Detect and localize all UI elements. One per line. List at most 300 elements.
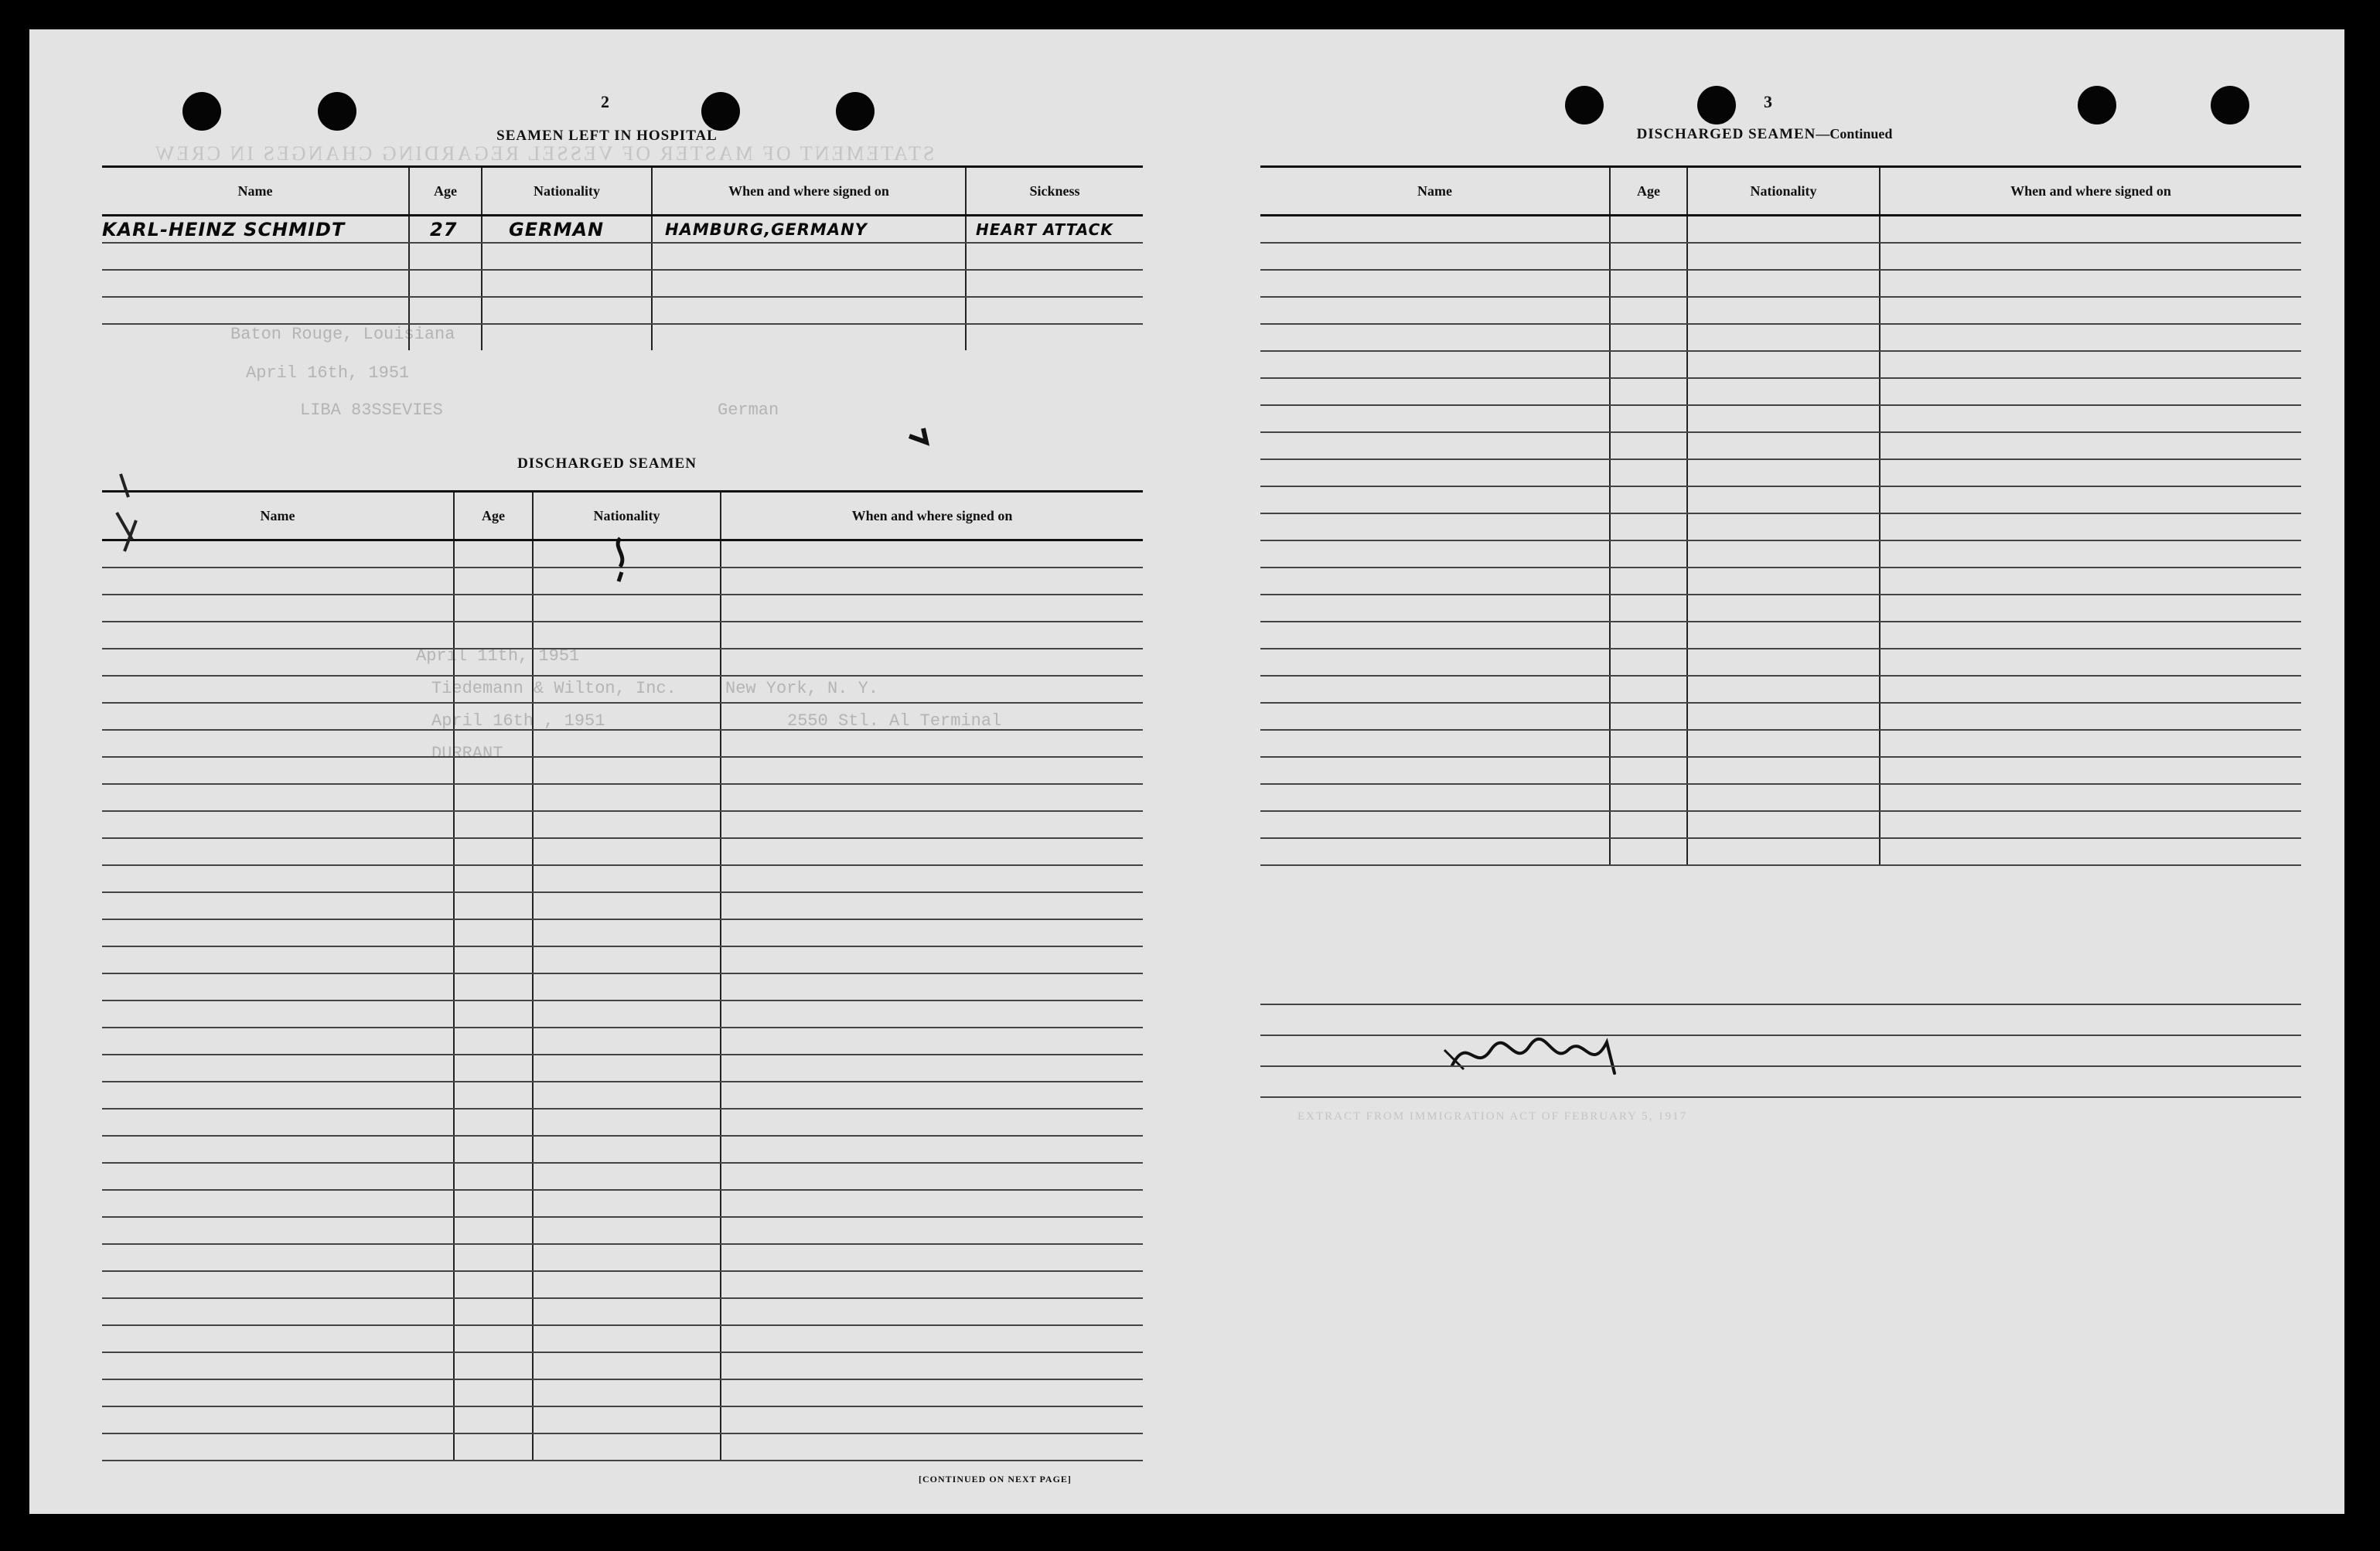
- table-row: [102, 649, 1143, 676]
- right-section-title-suffix: —Continued: [1816, 126, 1893, 141]
- hospital-table: [102, 165, 1143, 350]
- bleed-through-text: LIBA 83SSEVIES: [300, 401, 443, 420]
- table-cell: [1610, 432, 1687, 459]
- table-cell: [533, 784, 721, 811]
- table-cell: [1260, 784, 1610, 811]
- table-cell: [1880, 730, 2301, 757]
- table-cell: [1610, 378, 1687, 405]
- table-row: [1260, 703, 2301, 730]
- table-cell: [1260, 297, 1610, 324]
- table-cell: [454, 730, 533, 757]
- ruled-line: [1260, 1035, 2301, 1036]
- table-cell: [454, 973, 533, 1000]
- table-cell: [454, 1298, 533, 1325]
- table-cell: [1610, 757, 1687, 784]
- table-cell: [1687, 432, 1880, 459]
- table-row: [1260, 216, 2301, 244]
- table-row: [1260, 811, 2301, 838]
- table-cell: [102, 784, 454, 811]
- table-cell: [721, 568, 1143, 595]
- discharged-header-signed-on: When and where signed on: [721, 492, 1143, 540]
- table-row: [102, 243, 1143, 270]
- table-cell: [102, 1325, 454, 1352]
- table-cell: [721, 730, 1143, 757]
- table-cell: [1687, 811, 1880, 838]
- table-row: [102, 1217, 1143, 1244]
- table-row: [102, 838, 1143, 865]
- table-row: [102, 1271, 1143, 1298]
- table-cell: [454, 1379, 533, 1406]
- bleed-through-heading: EXTRACT FROM IMMIGRATION ACT OF FEBRUARY 5, 1917: [1297, 1110, 1688, 1123]
- table-cell: [1610, 595, 1687, 622]
- table-cell: [1880, 405, 2301, 432]
- table-cell: [533, 730, 721, 757]
- bleed-through-text: April 16th , 1951: [431, 711, 605, 731]
- table-cell: [721, 811, 1143, 838]
- continued-header-signed-on: When and where signed on: [1880, 167, 2301, 216]
- table-cell: [721, 1244, 1143, 1271]
- table-row: [1260, 838, 2301, 865]
- table-cell: [454, 1000, 533, 1028]
- table-cell: [454, 757, 533, 784]
- table-cell: [1880, 757, 2301, 784]
- table-cell: [721, 1109, 1143, 1136]
- table-cell: [533, 892, 721, 919]
- table-cell: [1260, 757, 1610, 784]
- table-row: [102, 324, 1143, 350]
- continued-header-nationality: Nationality: [1687, 167, 1880, 216]
- table-cell: [721, 1325, 1143, 1352]
- table-cell: [721, 676, 1143, 703]
- table-cell: [1260, 351, 1610, 378]
- table-row: [1260, 568, 2301, 595]
- table-cell: [1610, 676, 1687, 703]
- table-row: [102, 892, 1143, 919]
- table-cell: [1610, 297, 1687, 324]
- table-cell: [102, 811, 454, 838]
- table-cell: [1880, 595, 2301, 622]
- table-cell: [533, 946, 721, 973]
- table-cell: [102, 1433, 454, 1461]
- table-row: [102, 1379, 1143, 1406]
- table-row: [1260, 676, 2301, 703]
- table-row: [102, 1352, 1143, 1379]
- right-section-title: [1637, 126, 1893, 143]
- table-cell: [721, 1028, 1143, 1055]
- table-cell: [1880, 486, 2301, 513]
- table-row: [1260, 378, 2301, 405]
- table-cell: [102, 1271, 454, 1298]
- table-cell: [533, 811, 721, 838]
- table-cell: [533, 676, 721, 703]
- table-cell: [102, 649, 454, 676]
- table-cell: [454, 1109, 533, 1136]
- table-cell: [1260, 622, 1610, 649]
- table-cell: [1610, 486, 1687, 513]
- table-cell: [454, 1055, 533, 1082]
- table-cell: [454, 1136, 533, 1163]
- table-cell: [1610, 568, 1687, 595]
- table-cell: [454, 811, 533, 838]
- table-cell: [1687, 703, 1880, 730]
- bleed-through-text: New York, N. Y.: [725, 679, 879, 698]
- page-number-left: 2: [601, 92, 609, 111]
- table-cell: [102, 1298, 454, 1325]
- table-cell: [1687, 216, 1880, 244]
- signature-mark: [1421, 1027, 1653, 1089]
- table-cell: [1880, 459, 2301, 486]
- table-row: [102, 1082, 1143, 1109]
- table-row: [102, 919, 1143, 946]
- table-cell: [1610, 513, 1687, 540]
- table-cell: [102, 1055, 454, 1082]
- table-cell: [721, 1082, 1143, 1109]
- table-cell: [533, 649, 721, 676]
- punch-hole: [2211, 86, 2249, 124]
- table-row: [1260, 540, 2301, 568]
- table-row: [102, 297, 1143, 324]
- bleed-through-text: April 16th, 1951: [246, 363, 410, 383]
- hospital-signed-on-cell: HAMBURG,GERMANY: [652, 216, 966, 244]
- table-row: [102, 946, 1143, 973]
- table-cell: [454, 595, 533, 622]
- table-cell: [1610, 838, 1687, 865]
- discharged-section-title: DISCHARGED SEAMEN: [517, 455, 697, 472]
- table-cell: [1610, 243, 1687, 270]
- table-cell: [1687, 676, 1880, 703]
- table-cell: [102, 919, 454, 946]
- table-cell: [533, 1298, 721, 1325]
- table-cell: [1880, 270, 2301, 297]
- table-cell: [721, 703, 1143, 730]
- table-cell: [721, 1433, 1143, 1461]
- hospital-nationality-cell: GERMAN: [482, 216, 652, 244]
- table-row: [1260, 297, 2301, 324]
- table-row: [102, 1433, 1143, 1461]
- table-cell: [1687, 730, 1880, 757]
- table-cell: [454, 1163, 533, 1190]
- table-cell: [102, 1244, 454, 1271]
- table-cell: [1610, 811, 1687, 838]
- table-cell: [102, 1379, 454, 1406]
- table-cell: [1610, 784, 1687, 811]
- table-row: [1260, 486, 2301, 513]
- table-row: [102, 730, 1143, 757]
- table-row: [1260, 730, 2301, 757]
- table-cell: [1610, 649, 1687, 676]
- bleed-through-text: April 11th, 1951: [416, 646, 580, 666]
- table-cell: [102, 1190, 454, 1217]
- ink-mark: [105, 466, 152, 559]
- table-cell: [102, 1136, 454, 1163]
- discharged-table-left: [102, 490, 1143, 1461]
- table-row: [102, 270, 1143, 297]
- table-cell: [721, 757, 1143, 784]
- table-cell: [1610, 324, 1687, 351]
- table-row: [102, 703, 1143, 730]
- table-cell: [1880, 432, 2301, 459]
- table-cell: [454, 1406, 533, 1433]
- table-cell: [1610, 730, 1687, 757]
- table-cell: [454, 1271, 533, 1298]
- table-cell: [1260, 459, 1610, 486]
- table-cell: [454, 1217, 533, 1244]
- table-cell: [1687, 243, 1880, 270]
- table-cell: [1880, 216, 2301, 244]
- punch-hole: [182, 92, 221, 131]
- table-row: [102, 811, 1143, 838]
- bleed-through-heading: STATEMENT OF MASTER OF VESSEL REGARDING CHANGES IN CREW: [153, 142, 935, 165]
- table-cell: [721, 784, 1143, 811]
- table-cell: [1880, 784, 2301, 811]
- table-cell: [1880, 838, 2301, 865]
- table-cell: [721, 1352, 1143, 1379]
- table-row: [102, 1244, 1143, 1271]
- table-cell: [721, 649, 1143, 676]
- table-row: [1260, 595, 2301, 622]
- continued-footer: [CONTINUED ON NEXT PAGE]: [919, 1474, 1072, 1485]
- table-cell: [1260, 540, 1610, 568]
- table-cell: [102, 1109, 454, 1136]
- table-cell: [721, 946, 1143, 973]
- table-cell: [102, 595, 454, 622]
- table-cell: [102, 540, 454, 568]
- continued-header-age: Age: [1610, 167, 1687, 216]
- table-cell: [721, 892, 1143, 919]
- hospital-section-title: SEAMEN LEFT IN HOSPITAL: [496, 128, 718, 144]
- hospital-header-signed-on: When and where signed on: [652, 167, 966, 216]
- table-cell: [454, 919, 533, 946]
- table-cell: [1687, 513, 1880, 540]
- table-cell: [721, 838, 1143, 865]
- table-cell: [1260, 432, 1610, 459]
- table-cell: [454, 1244, 533, 1271]
- table-cell: [1260, 703, 1610, 730]
- table-cell: [1687, 324, 1880, 351]
- table-cell: [454, 649, 533, 676]
- hospital-header-nationality: Nationality: [482, 167, 652, 216]
- table-row: [102, 1298, 1143, 1325]
- continued-header-name: Name: [1260, 167, 1610, 216]
- table-row: [1260, 784, 2301, 811]
- table-row: [102, 1109, 1143, 1136]
- table-cell: [102, 1163, 454, 1190]
- table-cell: [1260, 243, 1610, 270]
- table-cell: [1260, 595, 1610, 622]
- table-cell: [1880, 622, 2301, 649]
- table-row: [102, 1325, 1143, 1352]
- table-cell: [1260, 216, 1610, 244]
- table-cell: [533, 1055, 721, 1082]
- bleed-through-text: German: [718, 401, 779, 420]
- table-cell: [533, 838, 721, 865]
- table-cell: [102, 730, 454, 757]
- table-cell: [1687, 270, 1880, 297]
- table-row: [102, 1136, 1143, 1163]
- table-row: [1260, 405, 2301, 432]
- table-cell: [1687, 459, 1880, 486]
- table-cell: [1610, 216, 1687, 244]
- bleed-through-text: Baton Rouge, Louisiana: [230, 325, 455, 344]
- table-cell: [721, 1406, 1143, 1433]
- ink-mark: [903, 421, 934, 452]
- table-cell: [533, 1190, 721, 1217]
- table-row: [102, 1163, 1143, 1190]
- hospital-age-cell: 27: [409, 216, 482, 244]
- table-cell: [1687, 784, 1880, 811]
- table-cell: [1687, 405, 1880, 432]
- table-row: [1260, 622, 2301, 649]
- table-cell: [1880, 676, 2301, 703]
- table-cell: [454, 703, 533, 730]
- table-row: [1260, 351, 2301, 378]
- table-cell: [1610, 270, 1687, 297]
- table-row: [102, 216, 1143, 244]
- discharged-header-name: Name: [102, 492, 454, 540]
- table-row: [1260, 270, 2301, 297]
- table-cell: [102, 865, 454, 892]
- table-row: [102, 1406, 1143, 1433]
- page-number-right: 3: [1764, 92, 1772, 111]
- discharged-header-age: Age: [454, 492, 533, 540]
- table-cell: [1687, 540, 1880, 568]
- punch-hole: [1697, 86, 1736, 124]
- table-cell: [454, 1028, 533, 1055]
- bleed-through-text: 2550 Stl. Al Terminal: [787, 711, 1002, 731]
- table-cell: [1687, 486, 1880, 513]
- table-cell: [102, 1217, 454, 1244]
- table-cell: [721, 865, 1143, 892]
- table-cell: [102, 622, 454, 649]
- table-cell: [102, 757, 454, 784]
- table-cell: [1260, 811, 1610, 838]
- table-cell: [1687, 351, 1880, 378]
- table-row: [1260, 324, 2301, 351]
- table-cell: [1260, 324, 1610, 351]
- ruled-line: [1260, 1096, 2301, 1098]
- hospital-header-age: Age: [409, 167, 482, 216]
- table-cell: [102, 676, 454, 703]
- table-cell: [533, 1000, 721, 1028]
- table-cell: [533, 757, 721, 784]
- table-cell: [533, 1028, 721, 1055]
- hospital-name-cell: KARL-HEINZ SCHMIDT: [102, 216, 409, 244]
- table-row: [102, 1028, 1143, 1055]
- table-cell: [102, 946, 454, 973]
- table-cell: [721, 540, 1143, 568]
- table-cell: [454, 838, 533, 865]
- table-cell: [1880, 540, 2301, 568]
- table-cell: [721, 622, 1143, 649]
- ruled-line: [1260, 1004, 2301, 1005]
- table-cell: [1260, 838, 1610, 865]
- table-cell: [1260, 270, 1610, 297]
- table-row: [1260, 649, 2301, 676]
- table-cell: [1687, 595, 1880, 622]
- table-cell: [721, 1190, 1143, 1217]
- table-cell: [102, 568, 454, 595]
- table-cell: [1880, 297, 2301, 324]
- table-cell: [454, 622, 533, 649]
- hospital-header-name: Name: [102, 167, 409, 216]
- table-cell: [1610, 622, 1687, 649]
- table-cell: [721, 1298, 1143, 1325]
- table-cell: [1260, 378, 1610, 405]
- table-cell: [1260, 486, 1610, 513]
- table-cell: [102, 1082, 454, 1109]
- table-cell: [102, 1406, 454, 1433]
- table-cell: [102, 892, 454, 919]
- document-sheet: [29, 29, 2344, 1514]
- table-row: [102, 865, 1143, 892]
- hospital-sickness-cell: HEART ATTACK: [966, 216, 1143, 244]
- table-cell: [102, 1352, 454, 1379]
- table-cell: [533, 1271, 721, 1298]
- table-cell: [454, 1433, 533, 1461]
- table-cell: [533, 1379, 721, 1406]
- table-cell: [454, 1190, 533, 1217]
- right-section-title-main: DISCHARGED SEAMEN: [1636, 126, 1816, 142]
- table-row: [102, 1000, 1143, 1028]
- table-cell: [1880, 378, 2301, 405]
- table-cell: [454, 865, 533, 892]
- table-cell: [454, 946, 533, 973]
- discharged-header-nationality: Nationality: [533, 492, 721, 540]
- table-cell: [1687, 378, 1880, 405]
- table-cell: [1260, 568, 1610, 595]
- hospital-header-sickness: Sickness: [966, 167, 1143, 216]
- table-cell: [1880, 703, 2301, 730]
- discharged-table-right: [1260, 165, 2301, 866]
- table-cell: [1880, 513, 2301, 540]
- table-cell: [1687, 622, 1880, 649]
- ink-mark: [605, 532, 636, 586]
- table-cell: [533, 1136, 721, 1163]
- bleed-through-text: DURRANT: [431, 744, 503, 763]
- table-cell: [1880, 568, 2301, 595]
- table-row: [102, 757, 1143, 784]
- table-cell: [1610, 703, 1687, 730]
- table-cell: [1260, 649, 1610, 676]
- table-cell: [721, 1136, 1143, 1163]
- table-cell: [1687, 297, 1880, 324]
- table-row: [102, 1055, 1143, 1082]
- table-row: [1260, 432, 2301, 459]
- table-cell: [1880, 324, 2301, 351]
- table-cell: [1260, 405, 1610, 432]
- table-cell: [721, 1379, 1143, 1406]
- table-cell: [533, 1244, 721, 1271]
- table-cell: [454, 1352, 533, 1379]
- table-cell: [1687, 649, 1880, 676]
- ruled-line: [1260, 1065, 2301, 1067]
- table-cell: [454, 568, 533, 595]
- table-cell: [1687, 757, 1880, 784]
- table-cell: [533, 1163, 721, 1190]
- table-cell: [533, 865, 721, 892]
- table-cell: [102, 1028, 454, 1055]
- table-cell: [1880, 351, 2301, 378]
- table-cell: [533, 973, 721, 1000]
- punch-hole: [701, 92, 740, 131]
- bleed-through-text: Tiedemann & Wilton, Inc.: [431, 679, 677, 698]
- table-cell: [721, 1217, 1143, 1244]
- table-row: [1260, 513, 2301, 540]
- table-row: [102, 595, 1143, 622]
- table-cell: [721, 973, 1143, 1000]
- table-cell: [721, 595, 1143, 622]
- table-row: [1260, 243, 2301, 270]
